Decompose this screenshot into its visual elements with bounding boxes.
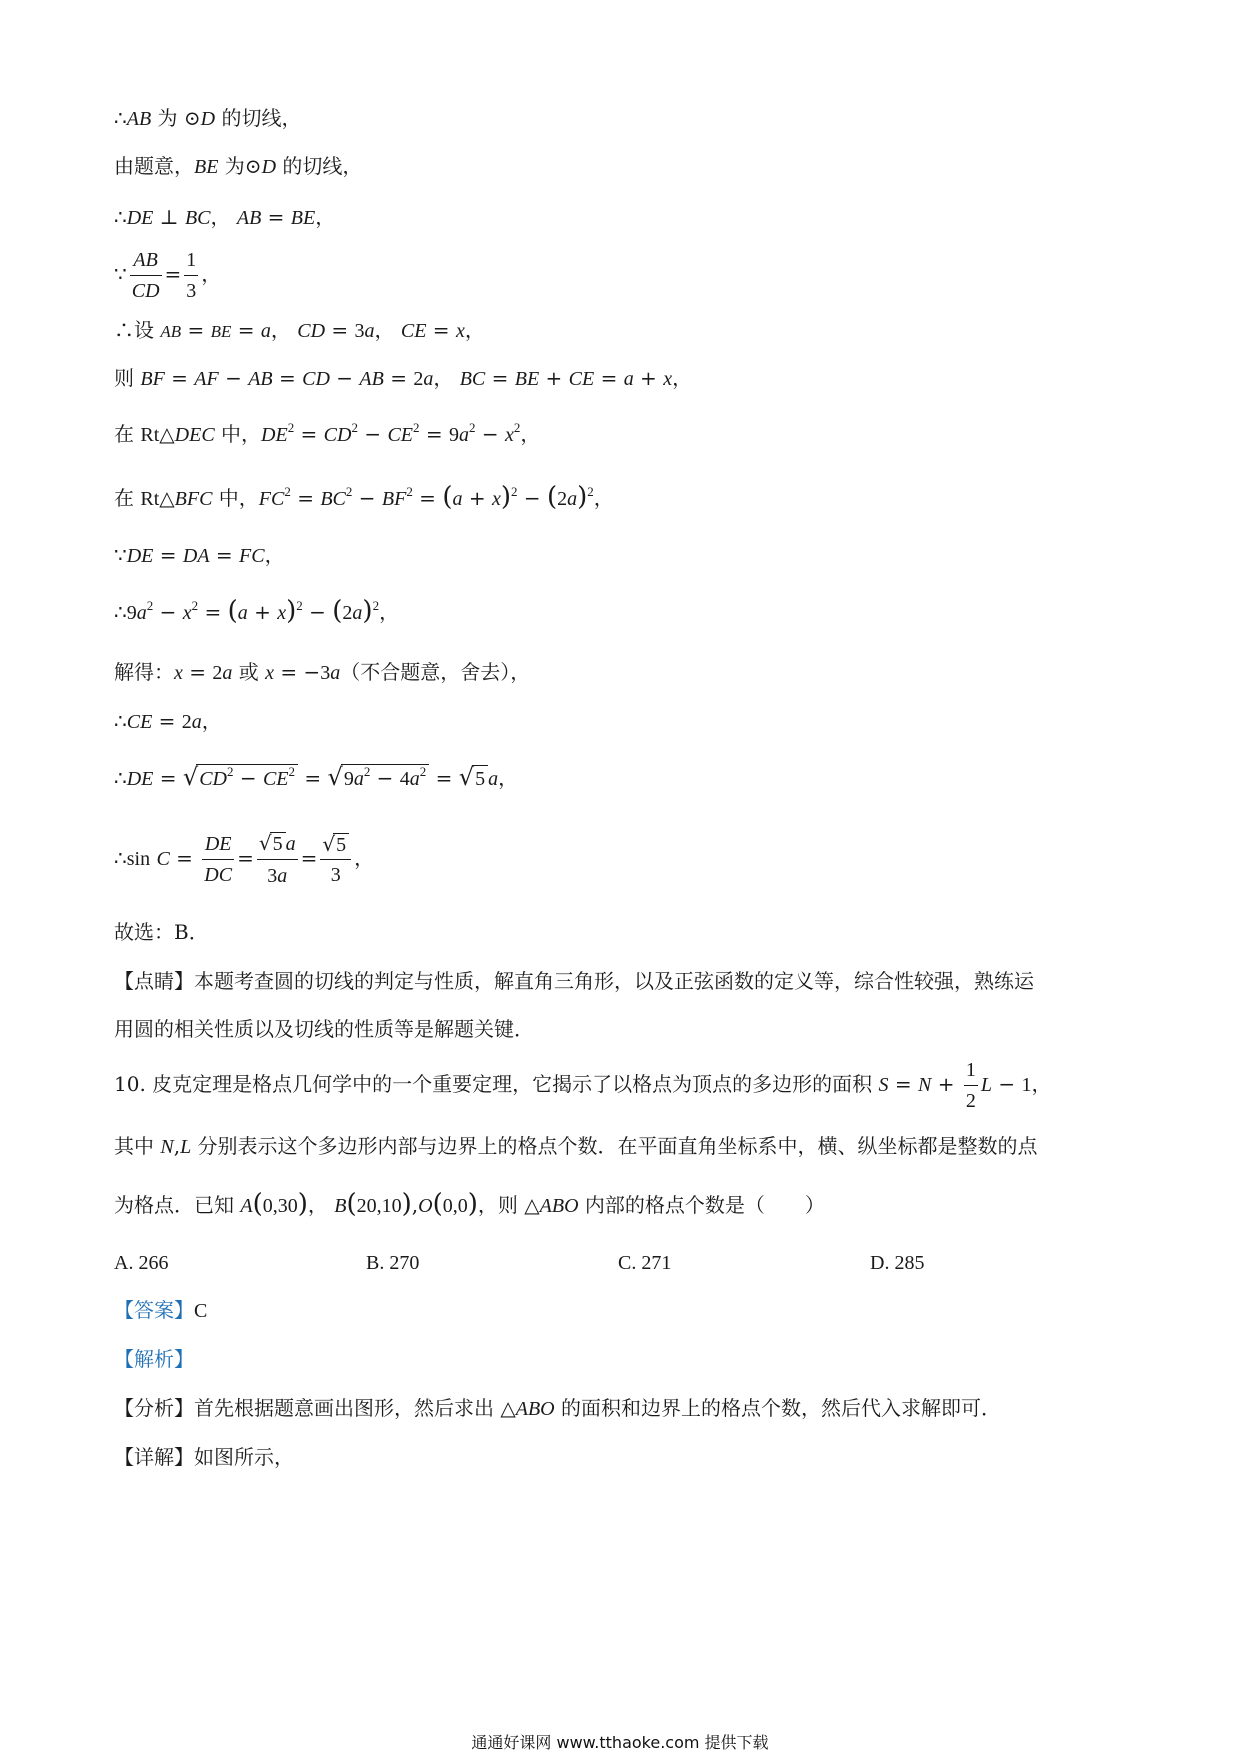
question-10-line-1: 10. 皮克定理是格点几何学中的一个重要定理，它揭示了以格点为顶点的多边形的面积 S = N + $\frac{1}{2}$ L − 1， xyxy=(114,1053,1051,1116)
fraction-one-third: $\frac{1}{3}$ xyxy=(184,245,198,306)
solution-line-6: 则 BF = AF − AB = CD − AB = 2a， BC = BE + CE = a + x， xyxy=(114,366,693,390)
question-10-line-3: 为格点．已知 A(0,30)， B(20,10),O(0,0)，则 △ABO 内部的格点个数是（ ） xyxy=(114,1189,825,1219)
question-10-line-2: 其中 N,L 分别表示这个多边形内部与边界上的格点个数．在平面直角坐标系中，横、纵坐标都是整数的点 xyxy=(114,1134,1038,1158)
solution-line-5: ∴设 AB = BE = a， CD = 3a， CE = x， xyxy=(114,318,485,342)
solution-line-8: 在 Rt△BFC 中，$FC^2 = BC^2 - BF^2 = (a + x)^2 - (2a)^2$， xyxy=(114,482,614,512)
solution-line-10: $\therefore 9a^2 - x^2 = (a + x)^2 - (2a)^2$， xyxy=(114,596,400,626)
solution-line-9: ∵DE = DA = FC， xyxy=(114,543,285,567)
solution-line-7: 在 Rt△DEC 中，$DE^2 = CD^2 - CE^2 = 9a^2 - x^2$， xyxy=(114,420,541,446)
analysis-label: 【解析】 xyxy=(114,1347,194,1371)
solution-line-12: ∴CE = 2a， xyxy=(114,709,222,733)
answer-value: C xyxy=(194,1300,208,1322)
fraction-de-dc: $\frac{DE}{DC}$ xyxy=(202,829,234,890)
option-a: A. 266 xyxy=(114,1252,169,1274)
answer-label: 【答案】 xyxy=(114,1298,194,1322)
solution-line-3: ∴DE ⊥ BC， AB = BE， xyxy=(114,205,336,229)
option-d: D. 285 xyxy=(870,1252,925,1274)
solution-line-14: ∴sin C = $\frac{DE}{DC}$ = $\frac{√5 a}{3a}$ = $\frac{√5}{3}$ ， xyxy=(114,827,374,891)
solution-line-4: ∵ $\frac{AB}{CD}$ = $\frac{1}{3}$ ， xyxy=(114,243,221,306)
fraction-root5-3: $\frac{√5}{3}$ xyxy=(320,829,351,890)
option-b: B. 270 xyxy=(366,1252,420,1274)
solution-line-15: 故选：B． xyxy=(114,920,209,944)
answer-line xyxy=(114,1296,207,1325)
fraction-root5a-3a: $\frac{√5 a}{3a}$ xyxy=(257,828,298,891)
dianjing-line-2: 用圆的相关性质以及切线的性质等是解题关键． xyxy=(114,1017,534,1041)
options-row xyxy=(114,1248,1122,1277)
solution-line-2: 由题意，BE 为⊙D 的切线， xyxy=(114,154,363,178)
solution-line-1: ∴AB 为 ⊙D 的切线， xyxy=(114,106,302,130)
fenxi-line: 【分析】首先根据题意画出图形，然后求出 △ABO 的面积和边界上的格点个数，然后代入求解即可． xyxy=(114,1396,1001,1420)
dianjing-line-1: 【点睛】本题考查圆的切线的判定与性质，解直角三角形，以及正弦函数的定义等，综合性较强，熟练运 xyxy=(114,969,1034,993)
option-c: C. 271 xyxy=(618,1252,672,1274)
fraction-ab-cd: $\frac{AB}{CD}$ xyxy=(130,245,162,306)
solution-line-11: 解得：x = 2a 或 x = −3a（不合题意，舍去）， xyxy=(114,660,531,684)
xiangjie-line: 【详解】如图所示， xyxy=(114,1445,294,1469)
solution-line-13: ∴DE = $√CD^2 - CE^2 = √9a^2 - 4a^2 = √5$ a， xyxy=(114,763,519,791)
page-footer: 通通好课网 www.tthaoke.com 提供下载 xyxy=(471,1733,769,1752)
fraction-one-half: $\frac{1}{2}$ xyxy=(964,1055,978,1116)
